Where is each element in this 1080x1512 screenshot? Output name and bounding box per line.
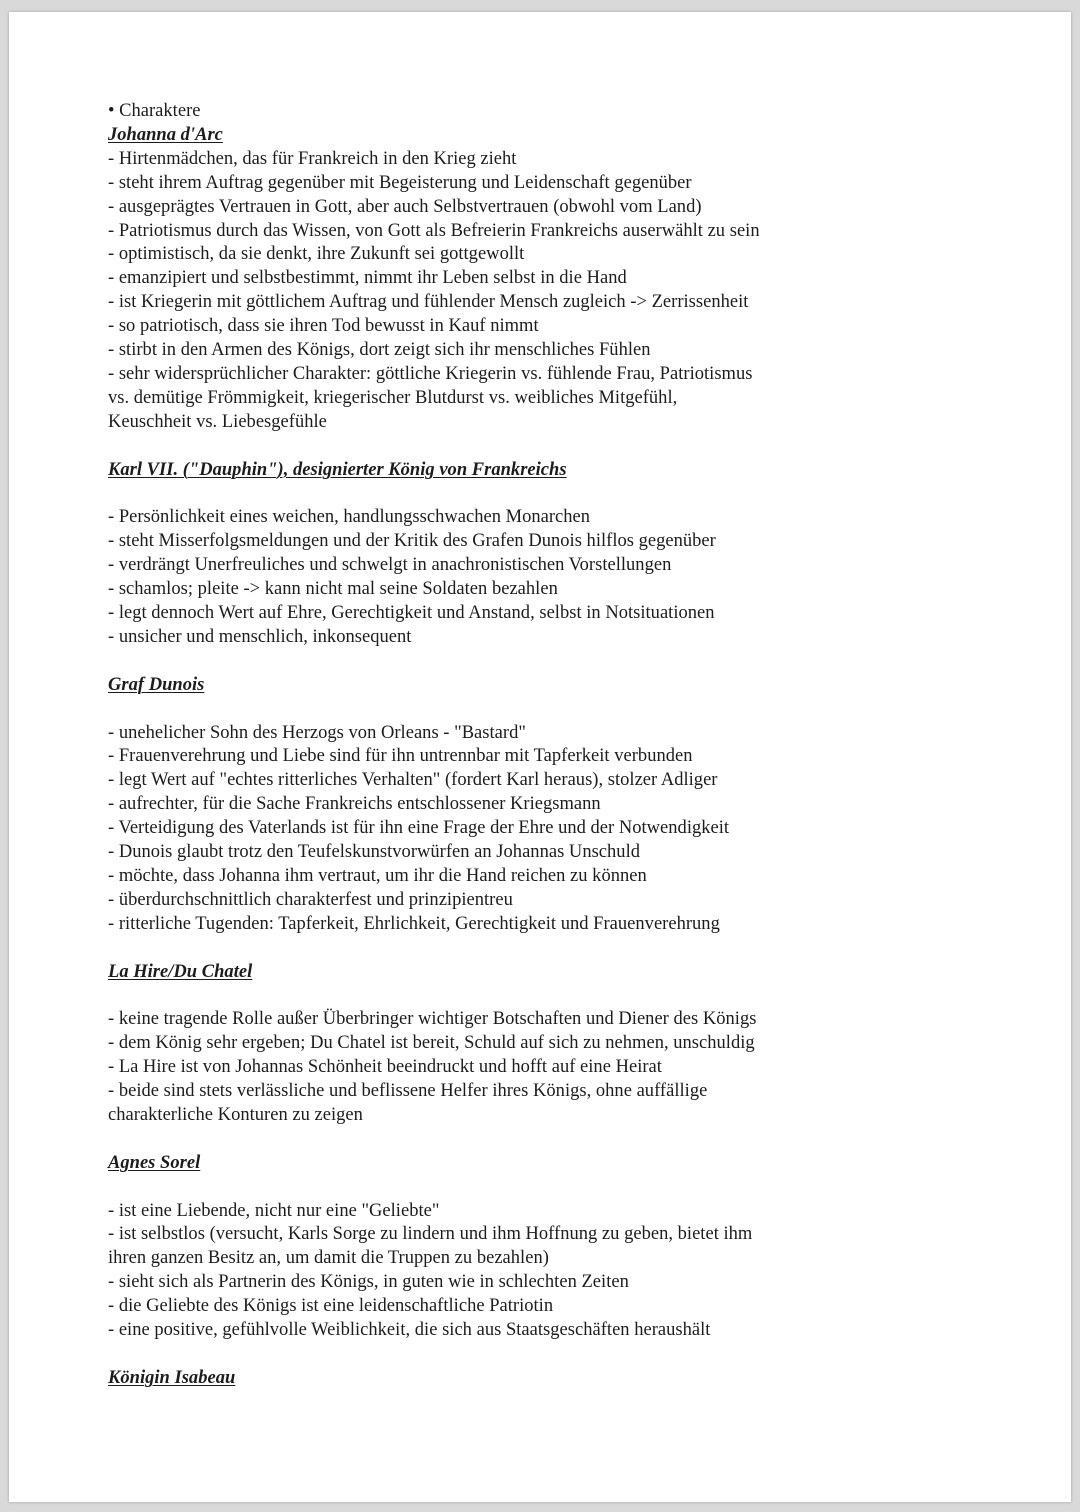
- spacer: [108, 1176, 938, 1200]
- list-item: - die Geliebte des Königs ist eine leidenschaftliche Patriotin: [108, 1296, 554, 1317]
- list-item: - Hirtenmädchen, das für Frankreich in den Krieg zieht: [108, 148, 517, 169]
- list-item: charakterliche Konturen zu zeigen: [108, 1104, 363, 1125]
- list-item: - ausgeprägtes Vertrauen in Gott, aber auch Selbstvertrauen (obwohl vom Land): [108, 196, 702, 217]
- list-item: - emanzipiert und selbstbestimmt, nimmt ihr Leben selbst in die Hand: [108, 268, 627, 289]
- list-item: - so patriotisch, dass sie ihren Tod bewusst in Kauf nimmt: [108, 316, 539, 337]
- spacer: [108, 435, 938, 459]
- list-item: - legt dennoch Wert auf Ehre, Gerechtigkeit und Anstand, selbst in Notsituationen: [108, 603, 715, 623]
- list-item: - unehelicher Sohn des Herzogs von Orleans - "Bastard": [108, 722, 526, 743]
- list-item: - Verteidigung des Vaterlands ist für ihn eine Frage der Ehre und der Notwendigkeit: [108, 818, 730, 839]
- list-item: Keuschheit vs. Liebesgefühle: [108, 411, 327, 432]
- spacer: [108, 698, 938, 722]
- heading-johanna: Johanna d'Arc: [108, 124, 223, 145]
- heading-dunois: Graf Dunois: [108, 674, 205, 695]
- spacer: [108, 937, 938, 961]
- list-item: - Patriotismus durch das Wissen, von Gott als Befreierin Frankreichs auserwählt zu sein: [108, 220, 760, 241]
- heading-la-hire: La Hire/Du Chatel: [108, 961, 253, 982]
- list-item: - schamlos; pleite -> kann nicht mal seine Soldaten bezahlen: [108, 579, 558, 600]
- list-item: - sehr widersprüchlicher Charakter: göttliche Kriegerin vs. fühlende Frau, Patriotismus: [108, 363, 753, 384]
- list-item: - ist eine Liebende, nicht nur eine "Geliebte": [108, 1200, 440, 1221]
- list-item: - legt Wert auf "echtes ritterliches Verhalten" (fordert Karl heraus), stolzer Adliger: [108, 770, 718, 791]
- heading-isabeau: Königin Isabeau: [108, 1367, 236, 1388]
- list-item: - ist Kriegerin mit göttlichem Auftrag und fühlender Mensch zugleich -> Zerrissenheit: [108, 292, 749, 313]
- list-item: - dem König sehr ergeben; Du Chatel ist bereit, Schuld auf sich zu nehmen, unschuldig: [108, 1033, 755, 1054]
- list-item: - steht ihrem Auftrag gegenüber mit Begeisterung und Leidenschaft gegenüber: [108, 172, 692, 193]
- list-item: - Dunois glaubt trotz den Teufelskunstvorwürfen an Johannas Unschuld: [108, 842, 641, 863]
- list-item: - steht Misserfolgsmeldungen und der Kritik des Grafen Dunois hilflos gegenüber: [108, 531, 716, 552]
- document-page: [9, 12, 1071, 1502]
- section-bullet-charaktere: • Charaktere: [108, 101, 201, 121]
- list-item: - beide sind stets verlässliche und beflissene Helfer ihres Königs, ohne auffällige: [108, 1081, 708, 1102]
- list-item: - stirbt in den Armen des Königs, dort zeigt sich ihr menschliches Fühlen: [108, 340, 651, 361]
- list-item: - optimistisch, da sie denkt, ihre Zukunft sei gottgewollt: [108, 244, 525, 265]
- list-item: - aufrechter, für die Sache Frankreichs entschlossener Kriegsmann: [108, 794, 601, 815]
- heading-agnes: Agnes Sorel: [108, 1152, 201, 1173]
- list-item: - verdrängt Unerfreuliches und schwelgt in anachronistischen Vorstellungen: [108, 555, 672, 576]
- list-item: - möchte, dass Johanna ihm vertraut, um ihr die Hand reichen zu können: [108, 865, 647, 886]
- list-item: - keine tragende Rolle außer Überbringer wichtiger Botschaften und Diener des Königs: [108, 1009, 757, 1030]
- spacer: [108, 1343, 938, 1367]
- list-item: - ritterliche Tugenden: Tapferkeit, Ehrlichkeit, Gerechtigkeit und Frauenverehrung: [108, 913, 720, 934]
- list-item: - überdurchschnittlich charakterfest und prinzipientreu: [108, 889, 513, 910]
- list-item: - eine positive, gefühlvolle Weiblichkeit, die sich aus Staatsgeschäften heraushält: [108, 1320, 711, 1341]
- heading-karl: Karl VII. ("Dauphin"), designierter König von Frankreichs: [108, 459, 567, 480]
- list-item: - Frauenverehrung und Liebe sind für ihn untrennbar mit Tapferkeit verbunden: [108, 746, 693, 767]
- list-item: vs. demütige Frömmigkeit, kriegerischer Blutdurst vs. weibliches Mitgefühl,: [108, 387, 678, 408]
- spacer: [108, 984, 938, 1008]
- document-body: [108, 100, 938, 1391]
- spacer: [108, 482, 938, 506]
- list-item: ihren ganzen Besitz an, um damit die Truppen zu bezahlen): [108, 1248, 549, 1269]
- list-item: - ist selbstlos (versucht, Karls Sorge zu lindern und ihm Hoffnung zu geben, bietet ihm: [108, 1224, 753, 1245]
- list-item: - Persönlichkeit eines weichen, handlungsschwachen Monarchen: [108, 507, 591, 528]
- list-item: - unsicher und menschlich, inkonsequent: [108, 626, 412, 647]
- spacer: [108, 650, 938, 674]
- list-item: - La Hire ist von Johannas Schönheit beeindruckt und hofft auf eine Heirat: [108, 1057, 662, 1078]
- list-item: - sieht sich als Partnerin des Königs, in guten wie in schlechten Zeiten: [108, 1272, 629, 1293]
- spacer: [108, 1128, 938, 1152]
